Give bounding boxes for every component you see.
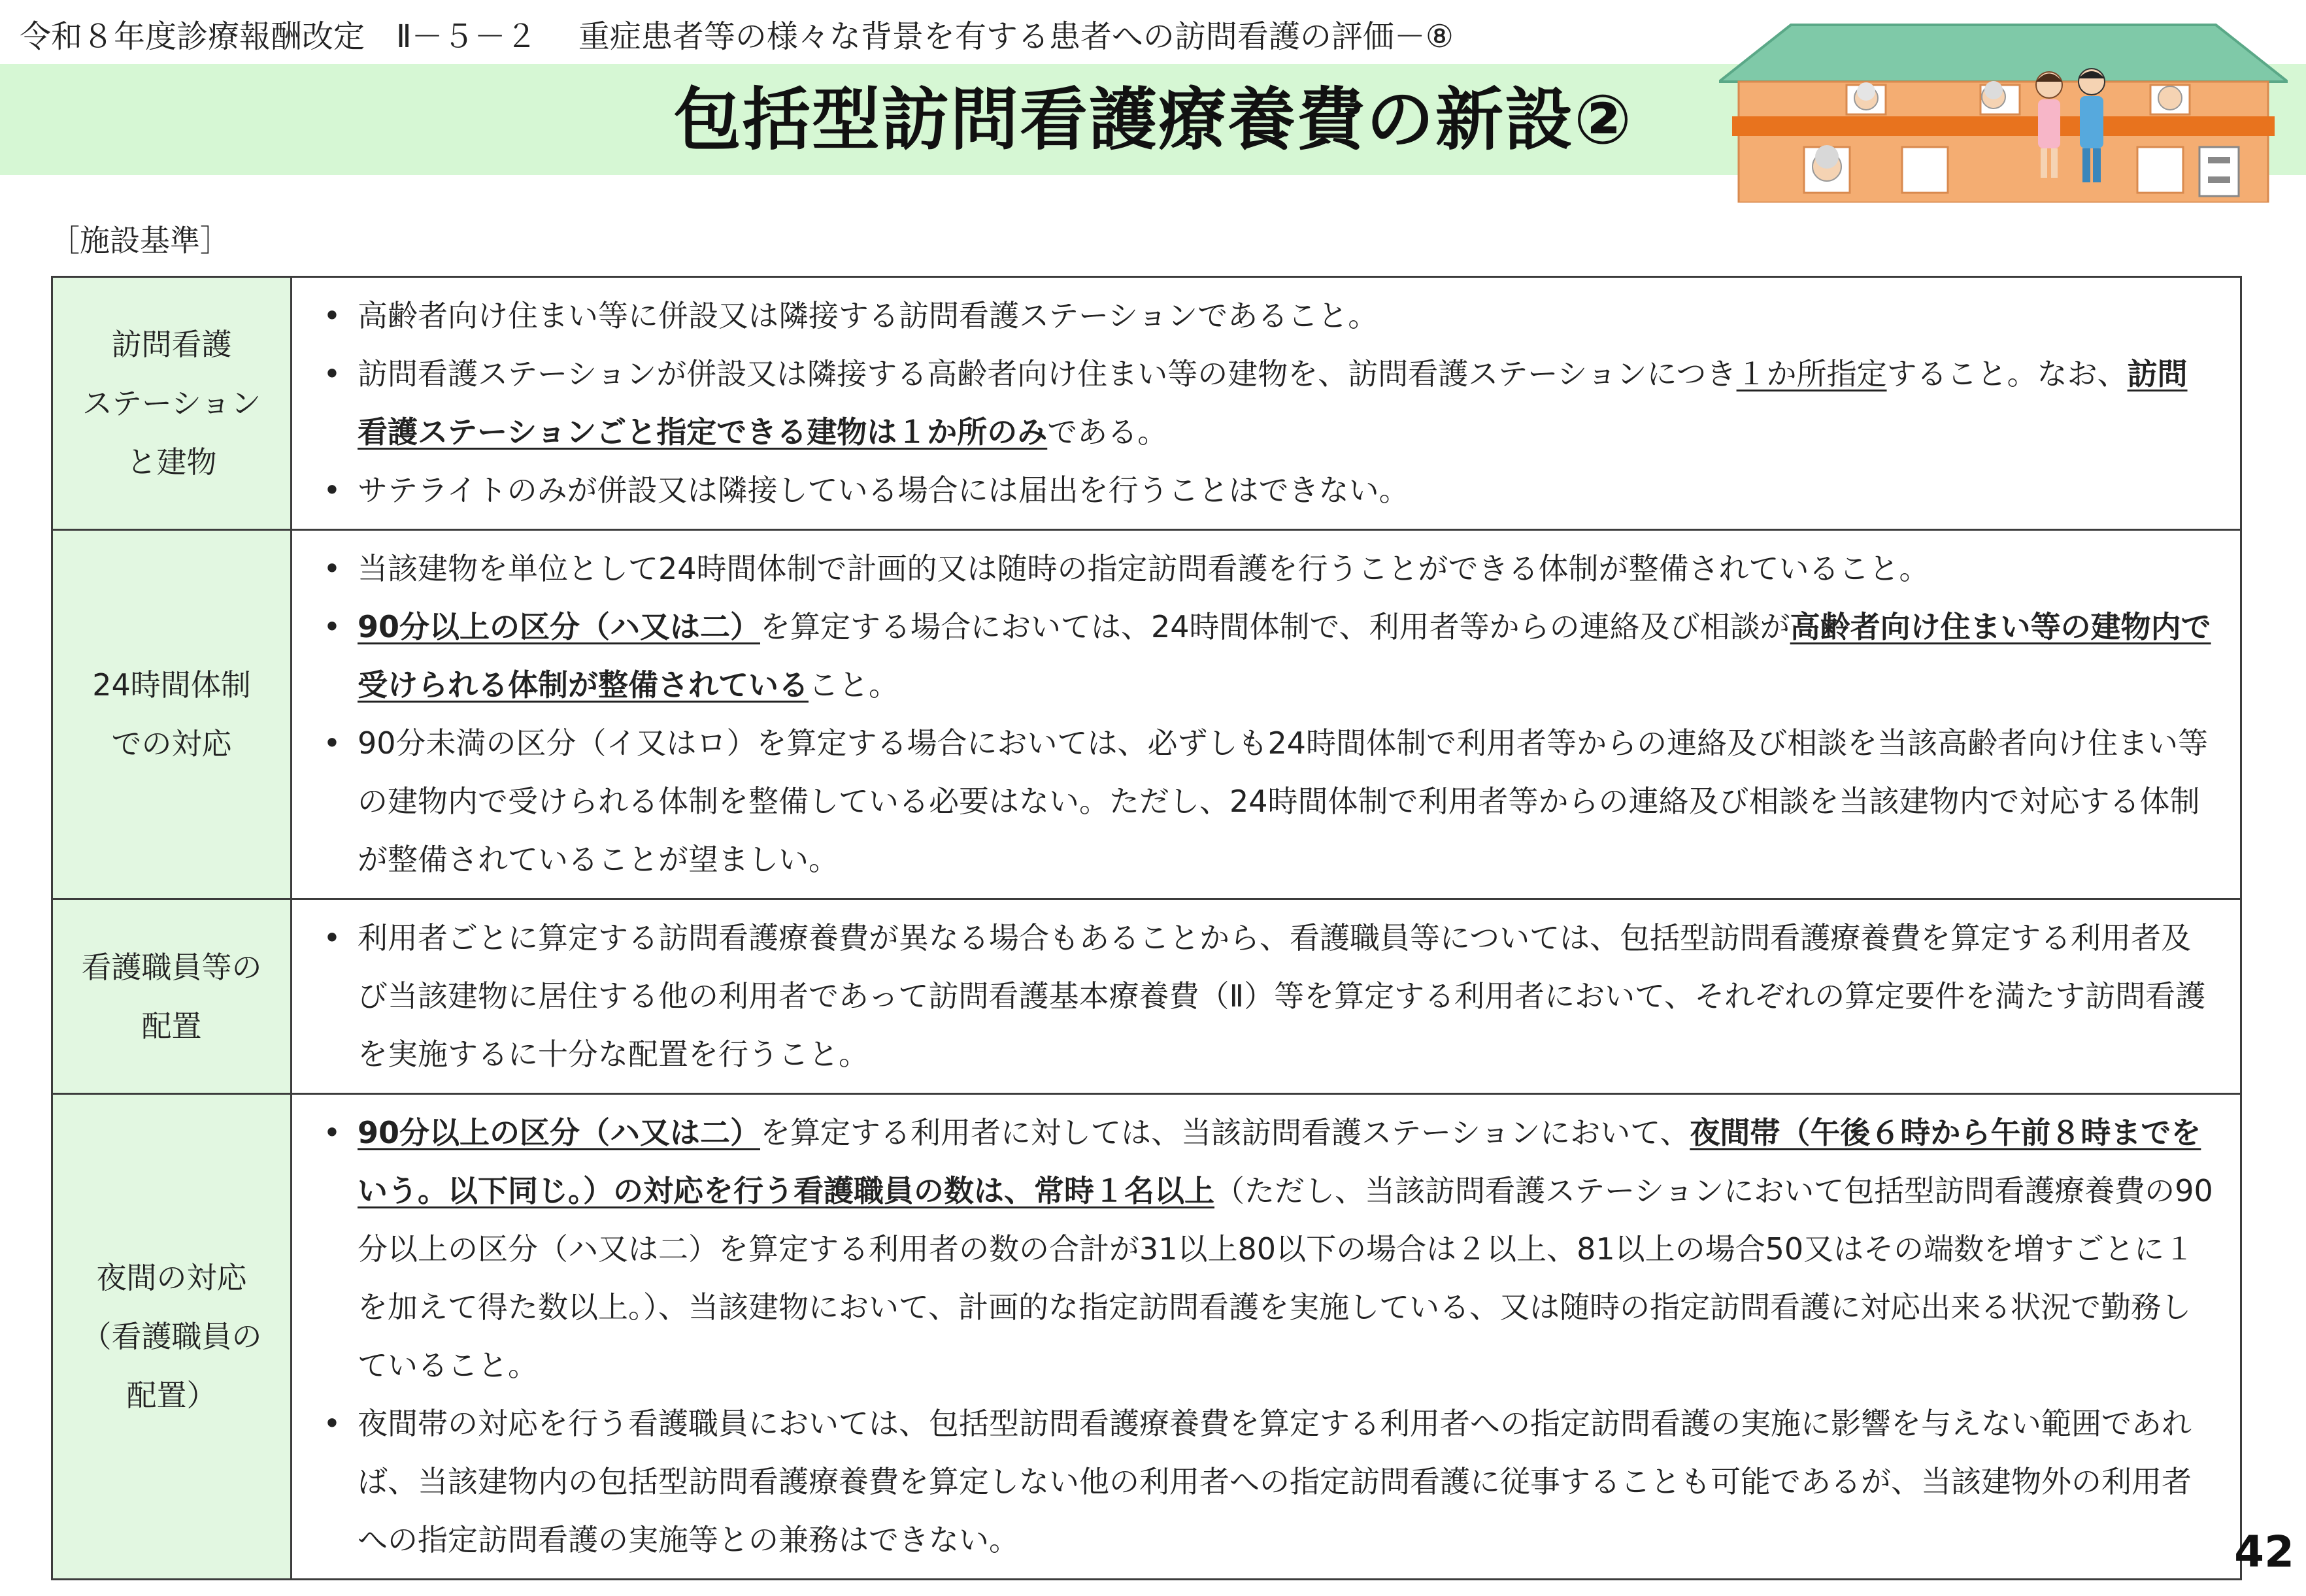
bullet-dot-icon: • — [323, 920, 341, 956]
bullet-dot-icon: • — [323, 1406, 341, 1441]
bullet-text: すること。なお、 — [1886, 356, 2128, 391]
bullet-item — [312, 287, 2216, 345]
row-label-cell — [52, 899, 292, 1094]
emphasized-text: 高齢者向け住まい等の建物内で受けられる体制が整備されている — [358, 609, 2211, 703]
bullet-list — [312, 287, 2216, 520]
table-row — [52, 277, 2241, 530]
care-home-illustration-icon — [1719, 20, 2288, 203]
emphasized-text: 90分以上の区分（ハ又は二） — [358, 1115, 761, 1150]
bullet-item — [312, 540, 2216, 598]
criteria-table — [51, 276, 2242, 1580]
bullet-text: サテライトのみが併設又は隣接している場合には届出を行うことはできない。 — [358, 473, 1409, 508]
section-label: ［施設基準］ — [50, 223, 230, 258]
row-label-line: での対応 — [111, 726, 232, 761]
row-label-cell — [52, 277, 292, 530]
bullet-item — [312, 909, 2216, 1084]
row-label-line: 配置） — [126, 1378, 217, 1413]
page-number: 42 — [2234, 1527, 2294, 1577]
row-label-line: ステーション — [82, 386, 261, 421]
bullet-dot-icon: • — [323, 725, 341, 761]
bullet-dot-icon: • — [323, 551, 341, 586]
row-label-line: 訪問看護 — [111, 327, 232, 362]
table-row — [52, 1094, 2241, 1580]
table-row — [52, 530, 2241, 899]
bullet-dot-icon: • — [323, 298, 341, 333]
bullet-item — [312, 1104, 2216, 1395]
bullet-text: 利用者ごとに算定する訪問看護療養費が異なる場合もあることから、看護職員等については、包括型訪問看護療養費を算定する利用者及び当該建物に居住する他の利用者であって訪問看護基本療養費（Ⅱ）等を算定する利用者において、それぞれの算定要件を満たす訪問看護を実施するに十分な配置を行うこと。 — [358, 920, 2206, 1072]
emphasized-text: 夜間帯（午後６時から午前８時までをいう。以下同じ。）の対応を行う看護職員の数は、常時１名以上 — [358, 1115, 2201, 1208]
bullet-text: である。 — [1047, 414, 1168, 450]
bullet-dot-icon: • — [323, 1115, 341, 1150]
bullet-list — [312, 909, 2216, 1084]
row-content-cell — [292, 899, 2241, 1094]
bullet-dot-icon: • — [323, 356, 341, 391]
bullet-text: を算定する利用者に対しては、当該訪問看護ステーションにおいて、 — [760, 1115, 1690, 1150]
bullet-text: 当該建物を単位として24時間体制で計画的又は随時の指定訪問看護を行うことができる体制が整備されていること。 — [358, 551, 1930, 586]
page-title: 包括型訪問看護療養費の新設② — [673, 80, 1633, 159]
row-content-cell — [292, 1094, 2241, 1580]
bullet-text: （ただし、当該訪問看護ステーションにおいて包括型訪問看護療養費の90分以上の区分（ハ又は二）を算定する利用者の数の合計が31以上80以下の場合は２以上、81以上の場合50又はその端数を増すごとに１を加えて得た数以上。）、当該建物において、計画的な指定訪問看護を実施している、又は随時の指定訪問看護に対応出来る状況で勤務していること。 — [358, 1173, 2213, 1383]
breadcrumb: 令和８年度診療報酬改定 Ⅱ－５－２ 重症患者等の様々な背景を有する患者への訪問看護の評価－⑧ — [20, 18, 1454, 55]
row-content-cell — [292, 277, 2241, 530]
table-row — [52, 899, 2241, 1094]
bullet-dot-icon: • — [323, 609, 341, 644]
bullet-text: を算定する場合においては、24時間体制で、利用者等からの連絡及び相談が — [760, 609, 1790, 644]
row-label-cell — [52, 530, 292, 899]
row-label-line: と建物 — [126, 444, 217, 480]
bullet-list — [312, 1104, 2216, 1569]
row-content-cell — [292, 530, 2241, 899]
emphasized-text: 訪問看護ステーションごと指定できる建物は１か所のみ — [358, 356, 2188, 450]
row-label-line: 配置 — [141, 1008, 202, 1044]
row-label-cell — [52, 1094, 292, 1580]
row-label-line: 看護職員等の — [81, 949, 262, 985]
bullet-item — [312, 598, 2216, 714]
bullet-text: 訪問看護ステーションが併設又は隣接する高齢者向け住まい等の建物を、訪問看護ステーションにつき — [358, 356, 1737, 391]
bullet-item — [312, 461, 2216, 520]
bullet-item — [312, 345, 2216, 461]
bullet-item — [312, 1395, 2216, 1569]
bullet-text: 夜間帯の対応を行う看護職員においては、包括型訪問看護療養費を算定する利用者への指定訪問看護の実施に影響を与えない範囲であれば、当該建物内の包括型訪問看護療養費を算定しない他の利用者への指定訪問看護に従事することも可能であるが、当該建物外の利用者への指定訪問看護の実施等との兼務はできない。 — [358, 1406, 2192, 1557]
bullet-list — [312, 540, 2216, 889]
emphasized-text: １か所指定 — [1736, 356, 1887, 391]
bullet-dot-icon: • — [323, 473, 341, 508]
row-label-line: 24時間体制 — [92, 667, 251, 703]
bullet-text: こと。 — [809, 667, 899, 703]
row-label-line: 夜間の対応 — [96, 1260, 247, 1295]
bullet-text: 90分未満の区分（イ又はロ）を算定する場合においては、必ずしも24時間体制で利用者等からの連絡及び相談を当該高齢者向け住まい等の建物内で受けられる体制を整備している必要はない。ただし、24時間体制で利用者等からの連絡及び相談を当該建物内で対応する体制が整備されていることが望ましい。 — [358, 725, 2209, 877]
emphasized-text: 90分以上の区分（ハ又は二） — [358, 609, 761, 644]
bullet-text: 高齢者向け住まい等に併設又は隣接する訪問看護ステーションであること。 — [358, 298, 1379, 333]
bullet-item — [312, 714, 2216, 889]
row-label-line: （看護職員の — [81, 1319, 262, 1354]
